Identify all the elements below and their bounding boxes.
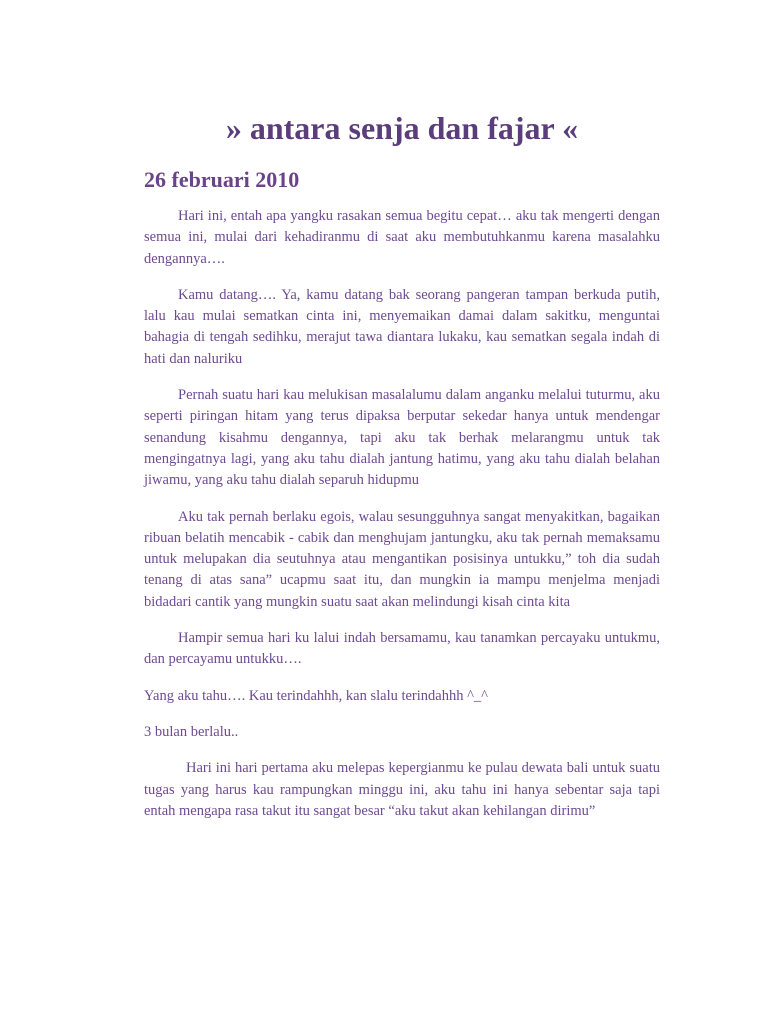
document-title: » antara senja dan fajar « xyxy=(225,110,579,146)
paragraph: Pernah suatu hari kau melukisan masalalumu dalam anganku melalui tuturmu, aku seperti piringan hitam yang terus dipaksa berputar sekedar hanya untuk mendengar senandung kisahmu dengannya, tapi aku tak berhak melarangmu untuk tak mengingatnya lagi, yang aku tahu dialah jantung hatimu, yang aku tahu dialah belahan jiwamu, yang aku tahu dialah separuh hidupmu xyxy=(144,387,660,489)
paragraph: Yang aku tahu…. Kau terindahhh, kan slalu terindahhh ^_^ xyxy=(144,687,488,704)
paragraph: Kamu datang…. Ya, kamu datang bak seorang pangeran tampan berkuda putih, lalu kau mulai sematkan cinta ini, menyemaikan damai dalam sakitku, menguntai bahagia di tengah sedihku, merajut tawa diantara lukaku, kau sematkan segala indah di hati dan naluriku xyxy=(144,286,660,367)
document-body xyxy=(144,206,660,837)
paragraph: Hari ini hari pertama aku melepas kepergianmu ke pulau dewata bali untuk suatu tugas yang harus kau rampungkan minggu ini, aku tahu ini hanya sebentar saja tapi entah mengapa rasa takut itu sangat besar “aku takut akan kehilangan dirimu” xyxy=(144,760,660,819)
paragraph: Hampir semua hari ku lalui indah bersamamu, kau tanamkan percayaku untukmu, dan percayamu untukku…. xyxy=(144,630,660,668)
document-date: 26 februari 2010 xyxy=(144,167,300,192)
paragraph: Aku tak pernah berlaku egois, walau sesungguhnya sangat menyakitkan, bagaikan ribuan belatih mencabik - cabik dan menghujam jantungku, aku tak pernah memaksamu untuk melupakan dia seutuhnya atau mengantikan posisinya untukku,” toh dia sudah tenang di atas sana” ucapmu saat itu, dan mungkin ia mampu menjelma menjadi bidadari cantik yang mungkin suatu saat akan melindungi kisah cinta kita xyxy=(144,508,660,610)
paragraph: 3 bulan berlalu.. xyxy=(144,723,239,740)
paragraph: Hari ini, entah apa yangku rasakan semua begitu cepat… aku tak mengerti dengan semua ini, mulai dari kehadiranmu di saat aku membutuhkanmu karena masalahku dengannya…. xyxy=(144,208,660,267)
